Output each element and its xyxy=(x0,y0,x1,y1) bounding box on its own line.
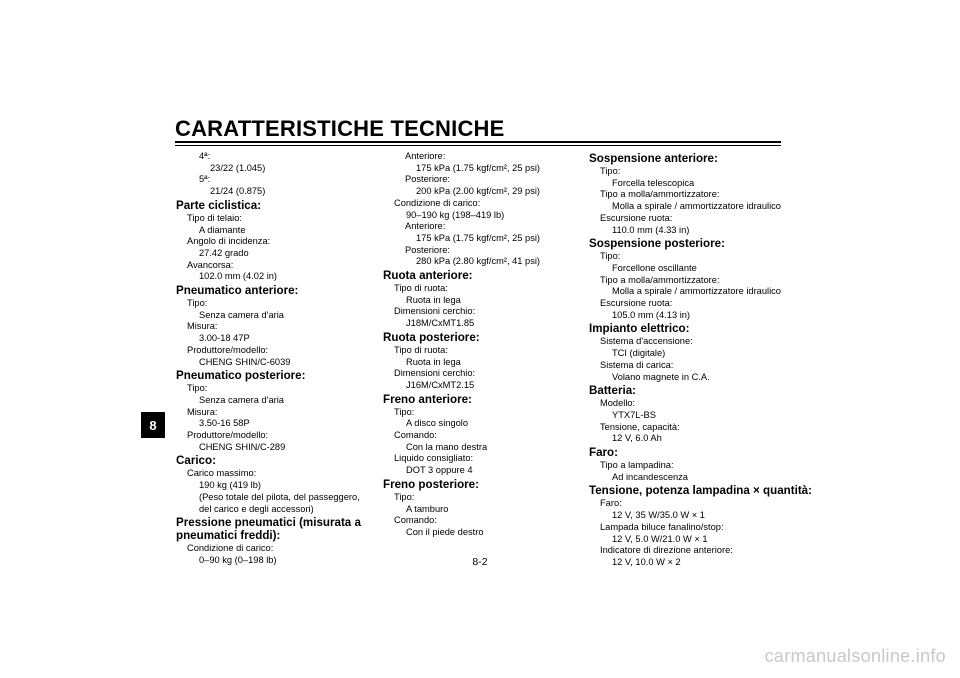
tail-brake-light-label: Lampada biluce fanalino/stop: xyxy=(600,521,724,532)
battery-model-value: YTX7L-BS xyxy=(612,409,656,420)
gear4-value: 23/22 (1.045) xyxy=(210,162,266,173)
front-tire-type-value: Senza camera d'aria xyxy=(199,309,284,320)
ignition-label: Sistema d'accensione: xyxy=(600,336,693,347)
front-flasher-value: 12 V, 10.0 W × 2 xyxy=(612,556,681,567)
brake-fluid-label: Liquido consigliato: xyxy=(394,453,474,464)
rear-tire-maker-label: Produttore/modello: xyxy=(187,430,269,441)
column-2 xyxy=(383,151,583,539)
front-spring-value: Molla a spirale / ammortizzatore idraulico xyxy=(612,201,781,212)
front-tire-size-value: 3.00-18 47P xyxy=(199,333,250,344)
front-rim-label: Dimensioni cerchio: xyxy=(394,306,476,317)
front-brake-op-value: Con la mano destra xyxy=(406,441,488,452)
front-tire-maker-label: Produttore/modello: xyxy=(187,344,269,355)
frame-value: A diamante xyxy=(199,224,246,235)
rear-spring-label: Tipo a molla/ammortizzatore: xyxy=(600,274,720,285)
rear-susp-type-label: Tipo: xyxy=(600,251,621,262)
frame-label: Tipo di telaio: xyxy=(187,212,242,223)
rear-pressure-label: Posteriore: xyxy=(405,174,450,185)
brake-fluid-value: DOT 3 oppure 4 xyxy=(406,465,473,476)
charging-value: Volano magnete in C.A. xyxy=(612,371,710,382)
chassis-heading: Parte ciclistica: xyxy=(176,198,262,212)
front-flasher-label: Indicatore di direzione anteriore: xyxy=(600,545,733,556)
footer-watermark: carmanualsonline.info xyxy=(764,646,946,666)
battery-heading: Batteria: xyxy=(589,384,637,398)
front-brake-type-value: A disco singolo xyxy=(406,418,469,429)
trail-label: Avancorsa: xyxy=(187,259,234,270)
front-spring-label: Tipo a molla/ammortizzatore: xyxy=(600,189,720,200)
ignition-value: TCI (digitale) xyxy=(612,348,666,359)
front-wheel-type-value: Ruota in lega xyxy=(406,294,461,305)
load-heading: Carico: xyxy=(176,454,216,468)
front-travel-label: Escursione ruota: xyxy=(600,212,673,223)
front-tire-heading: Pneumatico anteriore: xyxy=(176,284,299,298)
front-susp-type-value: Forcella telescopica xyxy=(612,177,695,188)
gear4-label: 4ª: xyxy=(199,151,211,161)
rear-tire-heading: Pneumatico posteriore: xyxy=(176,369,306,383)
rear-wheel-type-value: Ruota in lega xyxy=(406,356,461,367)
gear5-value: 21/24 (0.875) xyxy=(210,186,266,197)
battery-capacity-label: Tensione, capacità: xyxy=(600,421,680,432)
battery-capacity-value: 12 V, 6.0 Ah xyxy=(612,433,662,444)
front-pressure2-label: Anteriore: xyxy=(405,221,446,232)
chapter-tab: 8 xyxy=(141,412,165,438)
headlight-bulb-label: Faro: xyxy=(600,498,622,509)
front-pressure-label: Anteriore: xyxy=(405,151,446,161)
rear-rim-label: Dimensioni cerchio: xyxy=(394,368,476,379)
load-condition-value: 0–90 kg (0–198 lb) xyxy=(199,554,277,565)
load-condition-label: Condizione di carico: xyxy=(187,543,274,554)
front-brake-type-label: Tipo: xyxy=(394,406,415,417)
front-tire-size-label: Misura: xyxy=(187,321,218,332)
rear-tire-size-label: Misura: xyxy=(187,406,218,417)
rear-pressure2-label: Posteriore: xyxy=(405,244,450,255)
rear-spring-value: Molla a spirale / ammortizzatore idraulico xyxy=(612,286,781,297)
trail-value: 102.0 mm (4.02 in) xyxy=(199,271,278,282)
front-suspension-heading: Sospensione anteriore: xyxy=(589,152,718,165)
charging-label: Sistema di carica: xyxy=(600,359,674,370)
rear-tire-type-label: Tipo: xyxy=(187,383,208,394)
battery-model-label: Modello: xyxy=(600,398,636,409)
max-load-note: (Peso totale del pilota, del passeggero, del carico e degli accessori) xyxy=(199,491,360,514)
rear-suspension-heading: Sospensione posteriore: xyxy=(589,237,725,251)
caster-label: Angolo di incidenza: xyxy=(187,236,271,247)
front-wheel-heading: Ruota anteriore: xyxy=(383,269,473,283)
rear-travel-value: 105.0 mm (4.13 in) xyxy=(612,309,691,320)
rear-brake-type-label: Tipo: xyxy=(394,491,415,502)
rear-tire-maker-value: CHENG SHIN/C-289 xyxy=(199,441,286,452)
rear-wheel-type-label: Tipo di ruota: xyxy=(394,344,448,355)
column-3 xyxy=(589,151,812,569)
page-title: CARATTERISTICHE TECNICHE xyxy=(175,116,505,141)
rear-brake-op-label: Comando: xyxy=(394,515,437,526)
bulbs-heading: Tensione, potenza lampadina × quantità: xyxy=(589,484,812,498)
front-rim-value: J18M/CxMT1.85 xyxy=(406,318,475,329)
front-brake-heading: Freno anteriore: xyxy=(383,392,472,406)
max-load-label: Carico massimo: xyxy=(187,468,257,479)
electrical-heading: Impianto elettrico: xyxy=(589,322,690,336)
bulb-type-label: Tipo a lampadina: xyxy=(600,460,674,471)
front-tire-maker-value: CHENG SHIN/C-6039 xyxy=(199,356,291,367)
rear-travel-label: Escursione ruota: xyxy=(600,298,673,309)
rear-pressure2-value: 280 kPa (2.80 kgf/cm², 41 psi) xyxy=(416,256,541,267)
front-wheel-type-label: Tipo di ruota: xyxy=(394,283,448,294)
title-rule-thick xyxy=(175,141,781,143)
headlight-heading: Faro: xyxy=(589,446,618,460)
front-pressure-value: 175 kPa (1.75 kgf/cm², 25 psi) xyxy=(416,162,541,173)
rear-tire-size-value: 3.50-16 58P xyxy=(199,418,250,429)
rear-susp-type-value: Forcellone oscillante xyxy=(612,262,697,273)
rear-brake-heading: Freno posteriore: xyxy=(383,477,479,491)
rear-wheel-heading: Ruota posteriore: xyxy=(383,330,480,344)
title-rule-thin xyxy=(175,145,781,146)
load-condition2-label: Condizione di carico: xyxy=(394,197,481,208)
front-susp-type-label: Tipo: xyxy=(600,166,621,176)
front-tire-type-label: Tipo: xyxy=(187,298,208,309)
bulb-type-value: Ad incandescenza xyxy=(612,471,688,482)
rear-brake-type-value: A tamburo xyxy=(406,503,449,514)
gear5-label: 5ª: xyxy=(199,174,211,185)
rear-pressure-value: 200 kPa (2.00 kgf/cm², 29 psi) xyxy=(416,186,541,197)
load-condition2-value: 90–190 kg (198–419 lb) xyxy=(406,209,505,220)
rear-rim-value: J16M/CxMT2.15 xyxy=(406,379,475,390)
pressure-heading: Pressione pneumatici (misurata a pneumatici freddi): xyxy=(176,516,361,543)
caster-value: 27.42 grado xyxy=(199,247,249,258)
front-pressure2-value: 175 kPa (1.75 kgf/cm², 25 psi) xyxy=(416,232,541,243)
tail-brake-light-value: 12 V, 5.0 W/21.0 W × 1 xyxy=(612,533,708,544)
rear-brake-op-value: Con il piede destro xyxy=(406,526,484,537)
max-load-value: 190 kg (419 lb) xyxy=(199,480,262,491)
rear-tire-type-value: Senza camera d'aria xyxy=(199,394,284,405)
column-1 xyxy=(176,151,372,567)
headlight-bulb-value: 12 V, 35 W/35.0 W × 1 xyxy=(612,510,705,521)
page-number: 8-2 xyxy=(472,556,488,568)
front-brake-op-label: Comando: xyxy=(394,430,437,441)
front-travel-value: 110.0 mm (4.33 in) xyxy=(612,224,690,235)
